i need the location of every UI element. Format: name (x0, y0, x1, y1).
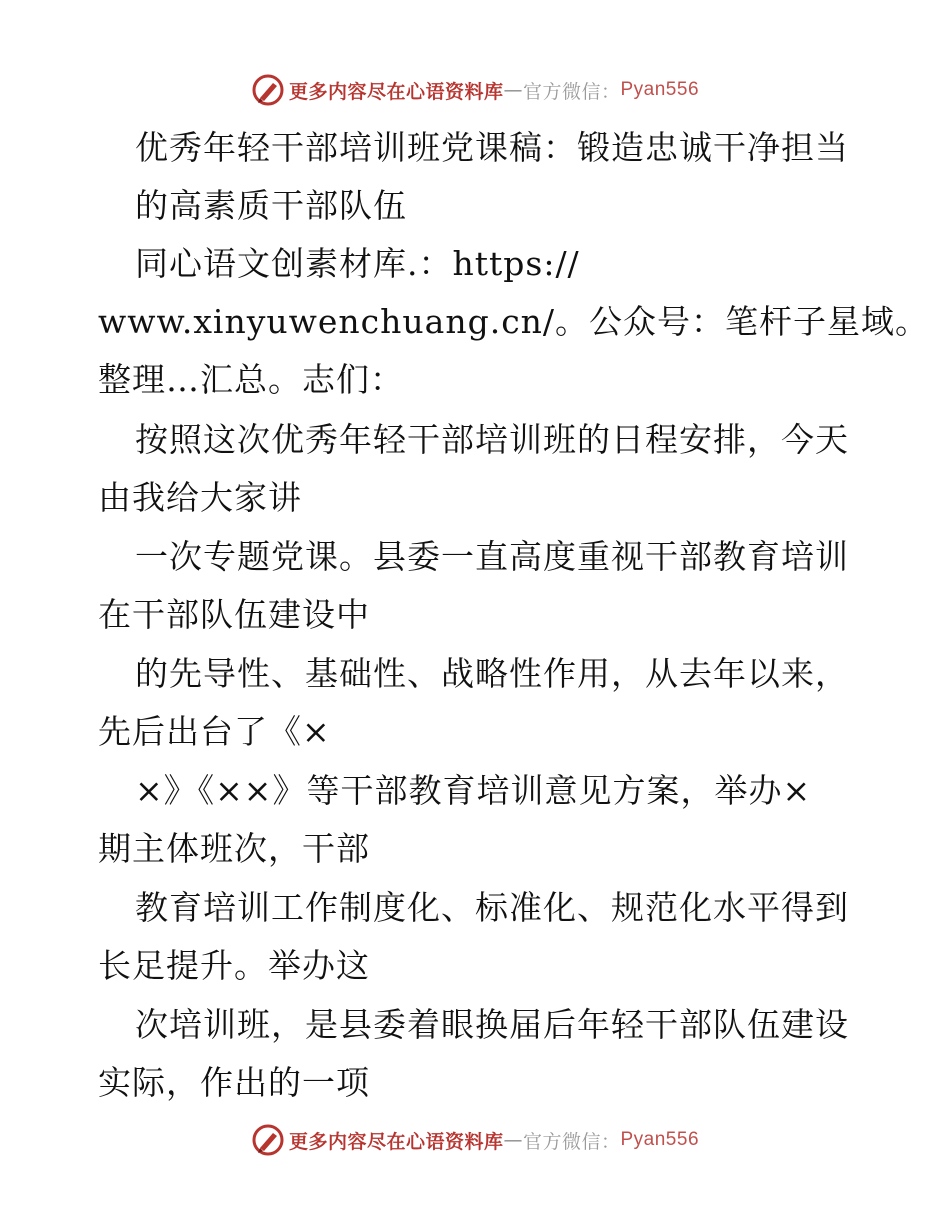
text-line: 一次专题党课。县委一直高度重视干部教育培训 (135, 537, 849, 576)
title-line-1: 优秀年轻干部培训班党课稿：锻造忠诚干净担当 (135, 128, 849, 167)
text-line: 长足提升。举办这 (98, 946, 370, 985)
watermark-dash: — (503, 1129, 523, 1151)
text-line: 在干部队伍建设中 (98, 595, 370, 634)
pen-logo-icon (251, 73, 285, 107)
pen-logo-icon (251, 1123, 285, 1157)
title-line-2: 的高素质干部队伍 (135, 186, 407, 225)
watermark-main-text: 更多内容尽在心语资料库 (288, 80, 504, 103)
watermark-contact-label: 官方微信： (522, 1130, 621, 1153)
footer-watermark (0, 1120, 950, 1160)
source-line: 同心语文创素材库.：https:// (135, 244, 580, 283)
url-line: www.xinyuwenchuang.cn/。公众号：笔杆子星域。 (98, 302, 930, 341)
text-line: 先后出台了《× (98, 712, 331, 751)
text-line: 按照这次优秀年轻干部培训班的日程安排，今天 (135, 420, 849, 459)
text-line: 整理…汇总。志们： (98, 360, 404, 399)
text-line: 的先导性、基础性、战略性作用，从去年以来， (135, 654, 849, 693)
text-line: ×》《××》等干部教育培训意见方案，举办× (135, 771, 812, 810)
watermark-dash: — (503, 79, 523, 101)
watermark-main-text: 更多内容尽在心语资料库 (288, 1130, 504, 1153)
watermark-wechat-id: Pyan556 (620, 79, 700, 100)
text-line: 由我给大家讲 (98, 478, 302, 517)
header-watermark (0, 70, 950, 110)
text-line: 实际，作出的一项 (98, 1063, 370, 1102)
watermark-contact-label: 官方微信： (522, 80, 621, 103)
text-line: 教育培训工作制度化、标准化、规范化水平得到 (135, 888, 849, 927)
text-line: 次培训班，是县委着眼换届后年轻干部队伍建设 (135, 1005, 849, 1044)
text-line: 期主体班次，干部 (98, 829, 370, 868)
watermark-wechat-id: Pyan556 (620, 1129, 700, 1150)
